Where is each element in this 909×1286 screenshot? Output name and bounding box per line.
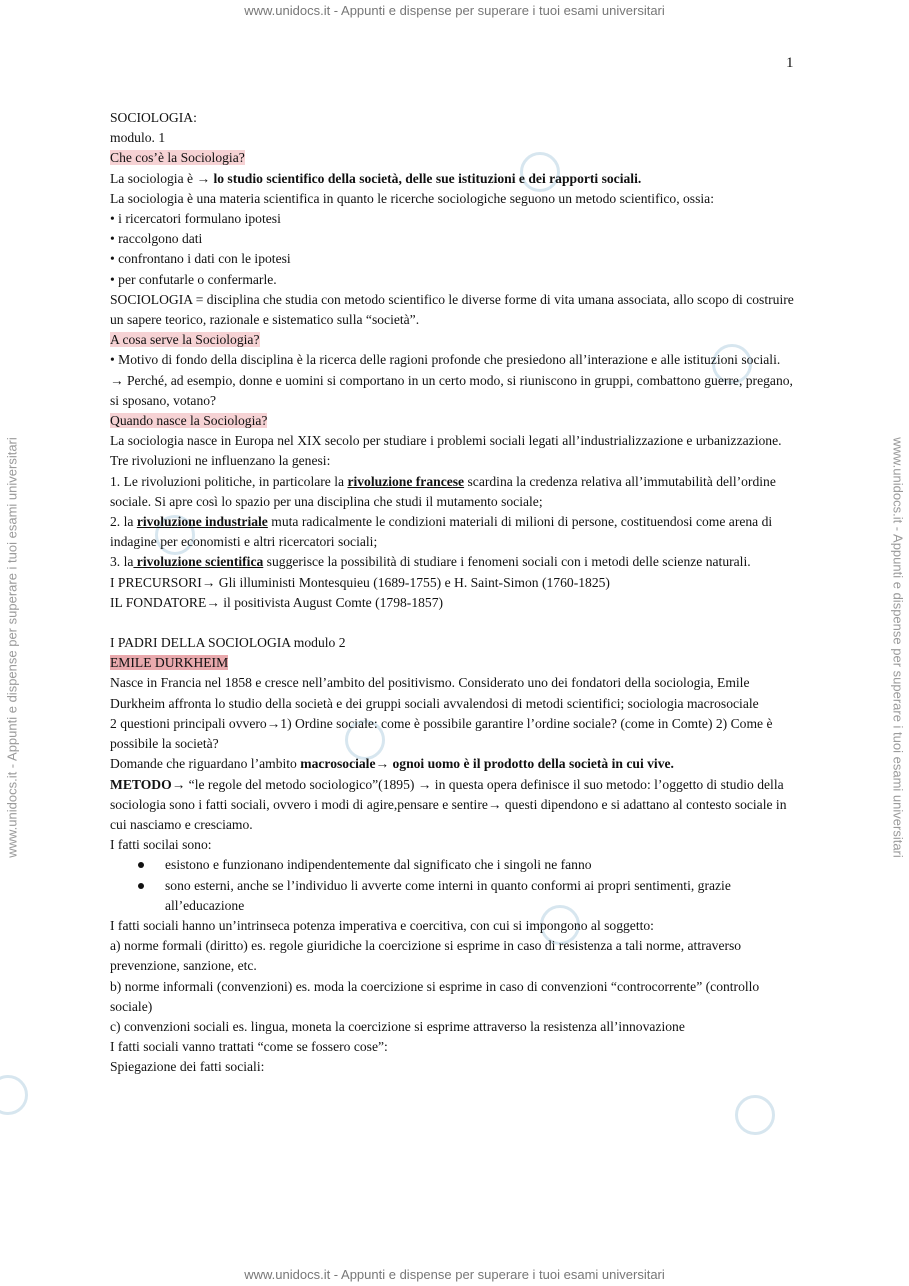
method-paragraph: METODO→ “le regole del metodo sociologico”(1895) → in questa opera definisce il suo metodo: l’oggetto di studio della sociologia sono i fatti sociali, ovvero i modi di agire,pensare e sentire→ questi dipendono e si adattano al contesto sociale in cui nasciamo e cresciamo.: [110, 776, 787, 832]
revolution-1: 1. Le rivoluzioni politiche, in particolare la rivoluzione francese scardina la credenza relativa all’immutabilità dell’ordine sociale. Si apre così lo spazio per una disciplina che studi il mutamento sociale;: [110, 473, 776, 509]
durkheim-questions: 2 questioni principali ovvero→1) Ordine sociale: come è possibile garantire l’ordine sociale? (come in Comte) 2) Come è possibile la società?: [110, 715, 773, 752]
durkheim-intro: Nasce in Francia nel 1858 e cresce nell’ambito del positivismo. Considerato uno dei fondatori della sociologia, Emile Durkheim affronta lo studio della società e dei gruppi sociali avvalendosi di metodi scientifici; sociologia macrosociale: [110, 675, 759, 711]
purpose-text: • Motivo di fondo della disciplina è la ricerca delle ragioni profonde che presiedono all’interazione e alle istituzioni sociali. → Perché, ad esempio, donne e uomini si comportano in un certo modo, si riuniscono in gruppi, combattono guerre, pregano, si sposano, votano?: [110, 352, 793, 408]
facts-intro: I fatti socilai sono:: [110, 837, 212, 853]
list-item: sono esterni, anche se l’individuo li avverte come interni in quanto conformi ai propri sentimenti, grazie all’educazione: [165, 876, 795, 916]
method-step: • raccolgono dati: [110, 231, 203, 247]
norm-a: a) norme formali (diritto) es. regole giuridiche la coercizione si esprime in caso di resistenza a tali norme, attraverso prevenzione, sanzione, etc.: [110, 938, 742, 974]
method-step: • i ricercatori formulano ipotesi: [110, 211, 281, 227]
page-number: 1: [786, 55, 794, 71]
birth-text: La sociologia nasce in Europa nel XIX secolo per studiare i problemi sociali legati all’industrializzazione e urbanizzazione.: [110, 433, 782, 449]
definition-line: La sociologia è → lo studio scientifico della società, delle sue istituzioni e dei rapporti sociali.: [110, 170, 642, 186]
norm-b: b) norme informali (convenzioni) es. moda la coercizione si esprime in caso di convenzioni “controcorrente” (controllo sociale): [110, 978, 760, 1014]
sociology-definition: SOCIOLOGIA = disciplina che studia con metodo scientifico le diverse forme di vita umana associata, allo scopo di costruire un sapere teorico, razionale e sistematico sulla “società”.: [110, 291, 794, 328]
macrosocial-line: Domande che riguardano l’ambito macrosociale→ ognoi uomo è il prodotto della società in cui vive.: [110, 756, 674, 772]
explanation-line: Spiegazione dei fatti sociali:: [110, 1059, 265, 1075]
watermark-side-right: www.unidocs.it - Appunti e dispense per superare i tuoi esami universitari: [890, 437, 906, 858]
question-what-is: Che cos’è la Sociologia?: [110, 150, 245, 166]
unidocs-logo-icon: [0, 1075, 28, 1115]
revolutions-intro: Tre rivoluzioni ne influenzano la genesi:: [110, 453, 331, 469]
watermark-top: www.unidocs.it - Appunti e dispense per superare i tuoi esami universitari: [244, 3, 665, 18]
revolution-3: 3. la rivoluzione scientifica suggerisce la possibilità di studiare i fenomeni sociali con i metodi delle scienze naturali.: [110, 554, 751, 570]
question-birth: Quando nasce la Sociologia?: [110, 413, 268, 429]
method-step: • confrontano i dati con le ipotesi: [110, 251, 291, 267]
document-body: [110, 108, 795, 1078]
watermark-side-left: www.unidocs.it - Appunti e dispense per superare i tuoi esami universitari: [4, 437, 20, 858]
founder-line: IL FONDATORE→ il positivista August Comte (1798-1857): [110, 594, 444, 610]
precursors-line: I PRECURSORI→ Gli illuministi Montesquieu (1689-1755) e H. Saint-Simon (1760-1825): [110, 574, 610, 590]
coercion-text: I fatti sociali hanno un’intrinseca potenza imperativa e coercitiva, con cui si impongono al soggetto:: [110, 917, 654, 933]
bullet-icon: [138, 883, 144, 889]
as-things-line: I fatti sociali vanno trattati “come se fossero cose”:: [110, 1039, 388, 1055]
durkheim-heading: EMILE DURKHEIM: [110, 655, 229, 671]
method-step: • per confutarle o confermarle.: [110, 271, 277, 287]
bullet-icon: [138, 862, 144, 868]
unidocs-logo-icon: [735, 1095, 775, 1135]
question-purpose: A cosa serve la Sociologia?: [110, 332, 260, 348]
method-intro: La sociologia è una materia scientifica in quanto le ricerche sociologiche seguono un metodo scientifico, ossia:: [110, 190, 714, 206]
norm-c: c) convenzioni sociali es. lingua, moneta la coercizione si esprime attraverso la resistenza all’innovazione: [110, 1018, 685, 1034]
doc-title: SOCIOLOGIA:: [110, 110, 197, 125]
facts-list: [110, 855, 795, 916]
module-1-label: modulo. 1: [110, 130, 166, 146]
watermark-bottom: www.unidocs.it - Appunti e dispense per superare i tuoi esami universitari: [244, 1267, 665, 1282]
list-item: esistono e funzionano indipendentemente dal significato che i singoli ne fanno: [165, 855, 795, 875]
fathers-heading: I PADRI DELLA SOCIOLOGIA modulo 2: [110, 635, 346, 651]
revolution-2: 2. la rivoluzione industriale muta radicalmente le condizioni materiali di milioni di persone, costituendosi come arena di indagine per economisti e altri ricercatori sociali;: [110, 514, 773, 550]
